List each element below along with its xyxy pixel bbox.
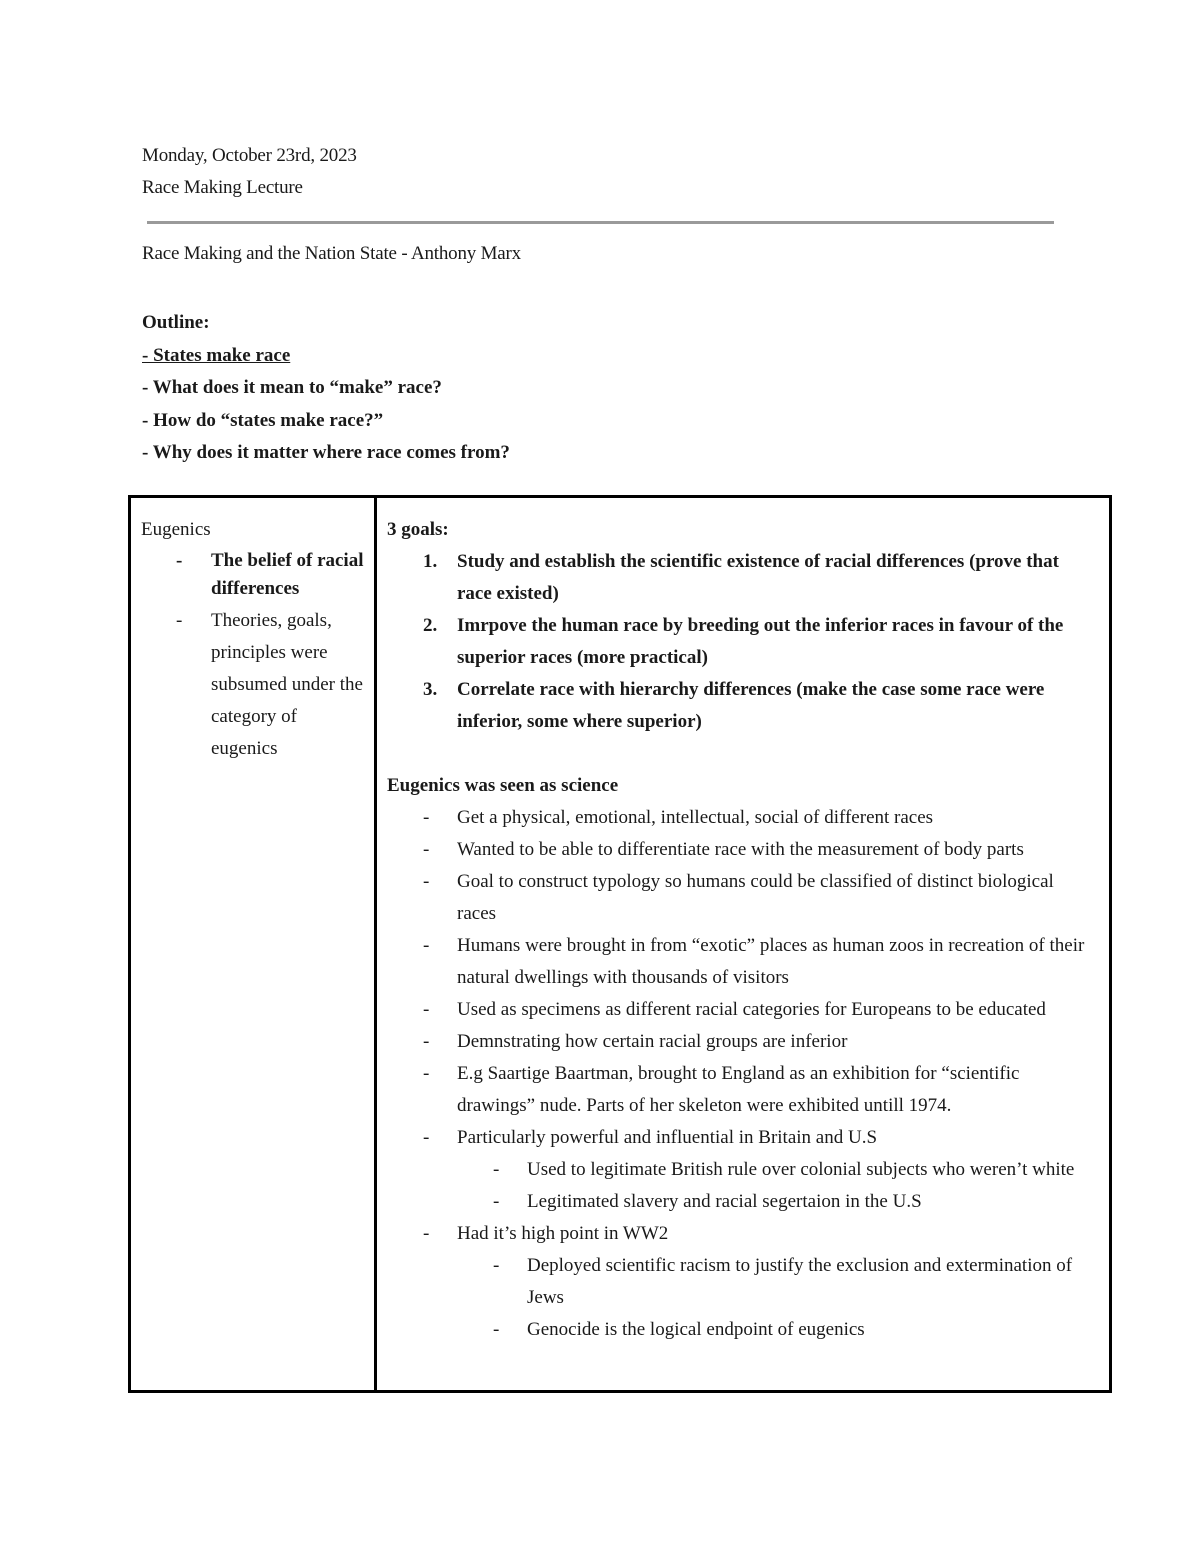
britain-sublist	[387, 1154, 1093, 1218]
lecture-date: Monday, October 23rd, 2023	[142, 145, 357, 166]
sub-list-item: - Genocide is the logical endpoint of eugenics	[387, 1314, 1093, 1346]
list-item: - Used as specimens as different racial categories for Europeans to be educated	[387, 994, 1093, 1026]
goal-item	[387, 674, 1093, 738]
science-list	[387, 802, 1093, 1154]
goals-list	[387, 546, 1093, 738]
outline-item: - Why does it matter where race comes from?	[142, 442, 510, 463]
science-heading: Eugenics was seen as science	[387, 775, 619, 796]
goal-number: 3.	[423, 679, 438, 700]
list-item: - Get a physical, emotional, intellectual, social of different races	[387, 802, 1093, 834]
list-item: - E.g Saartige Baartman, brought to England as an exhibition for “scientific drawings” nude. Parts of her skeleton were exhibited untill 1974.	[387, 1058, 1093, 1122]
topic-bullet-list	[141, 546, 364, 765]
goal-number: 1.	[423, 551, 438, 572]
list-item: - Humans were brought in from “exotic” places as human zoos in recreation of their natural dwellings with thousands of visitors	[387, 930, 1093, 994]
outline-section	[142, 307, 510, 470]
list-item: - Theories, goals, principles were subsumed under the category of eugenics	[141, 605, 364, 765]
reading-title: Race Making and the Nation State - Anthony Marx	[142, 243, 521, 264]
outline-heading: Outline:	[142, 312, 210, 333]
goal-text: Imrpove the human race by breeding out the inferior races in favour of the superior races (more practical)	[457, 615, 1064, 668]
notes-table	[128, 495, 1112, 1393]
sub-list-item: - Used to legitimate British rule over colonial subjects who weren’t white	[387, 1154, 1093, 1186]
sub-list-item: - Deployed scientific racism to justify the exclusion and extermination of Jews	[387, 1250, 1093, 1314]
lecture-title: Race Making Lecture	[142, 177, 303, 198]
list-item: - Demnstrating how certain racial groups are inferior	[387, 1026, 1093, 1058]
goal-item	[387, 610, 1093, 674]
goal-text: Study and establish the scientific existence of racial differences (prove that race existed)	[457, 551, 1059, 604]
goal-text: Correlate race with hierarchy differences (make the case some race were inferior, some where superior)	[457, 679, 1045, 732]
notes-cell	[376, 497, 1111, 1392]
goals-heading: 3 goals:	[387, 519, 449, 540]
outline-item: - States make race	[142, 344, 291, 366]
horizontal-divider	[147, 221, 1054, 224]
list-item: - Had it’s high point in WW2	[387, 1218, 1093, 1250]
topic-cell	[130, 497, 376, 1392]
ww2-sublist	[387, 1250, 1093, 1346]
goal-item	[387, 546, 1093, 610]
topic-heading: Eugenics	[141, 519, 211, 540]
list-item: - The belief of racial differences	[141, 546, 364, 605]
sub-list-item: - Legitimated slavery and racial segertaion in the U.S	[387, 1186, 1093, 1218]
list-item: - Goal to construct typology so humans could be classified of distinct biological races	[387, 866, 1093, 930]
outline-item: - What does it mean to “make” race?	[142, 377, 442, 398]
spacer	[387, 738, 1093, 770]
list-item: - Particularly powerful and influential in Britain and U.S	[387, 1122, 1093, 1154]
list-item: - Wanted to be able to differentiate race with the measurement of body parts	[387, 834, 1093, 866]
outline-item: - How do “states make race?”	[142, 409, 384, 431]
ww2-list	[387, 1218, 1093, 1250]
goal-number: 2.	[423, 615, 438, 636]
